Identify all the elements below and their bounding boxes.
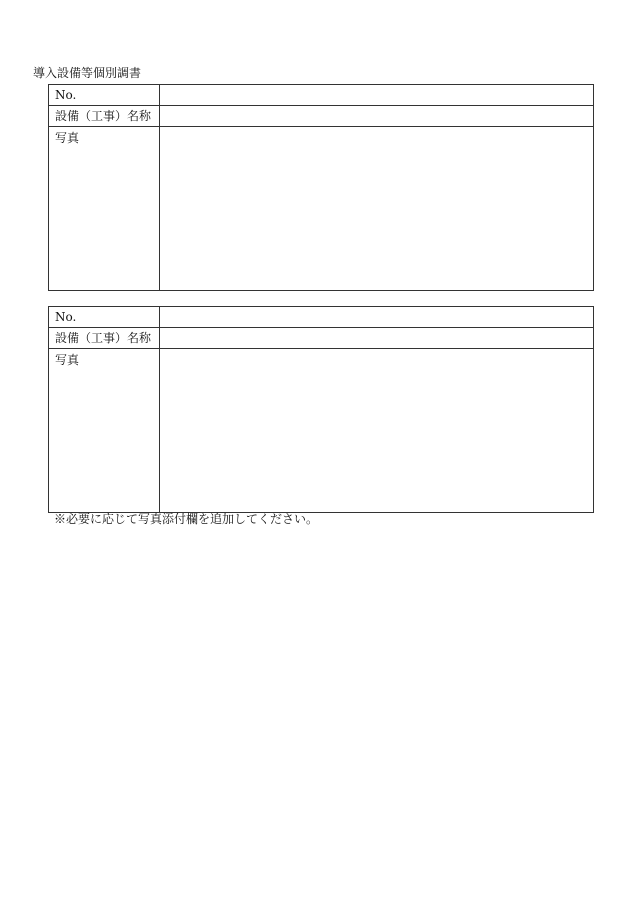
no-label: No. (49, 85, 160, 106)
equipment-name-field[interactable] (160, 106, 594, 127)
photo-label: 写真 (49, 349, 160, 513)
no-row (49, 85, 594, 106)
equipment-name-row (49, 328, 594, 349)
equipment-name-row (49, 106, 594, 127)
equipment-name-label: 設備（工事）名称 (49, 106, 160, 127)
photo-row (49, 127, 594, 291)
no-label: No. (49, 307, 160, 328)
equipment-table-1 (48, 84, 594, 291)
no-value-field[interactable] (160, 307, 594, 328)
equipment-name-label: 設備（工事）名称 (49, 328, 160, 349)
document-title: 導入設備等個別調書 (33, 66, 142, 80)
footnote: ※必要に応じて写真添付欄を追加してください。 (54, 512, 319, 526)
photo-row (49, 349, 594, 513)
equipment-table-2 (48, 306, 594, 513)
photo-label: 写真 (49, 127, 160, 291)
equipment-name-field[interactable] (160, 328, 594, 349)
no-row (49, 307, 594, 328)
photo-area[interactable] (160, 349, 594, 513)
no-value-field[interactable] (160, 85, 594, 106)
photo-area[interactable] (160, 127, 594, 291)
